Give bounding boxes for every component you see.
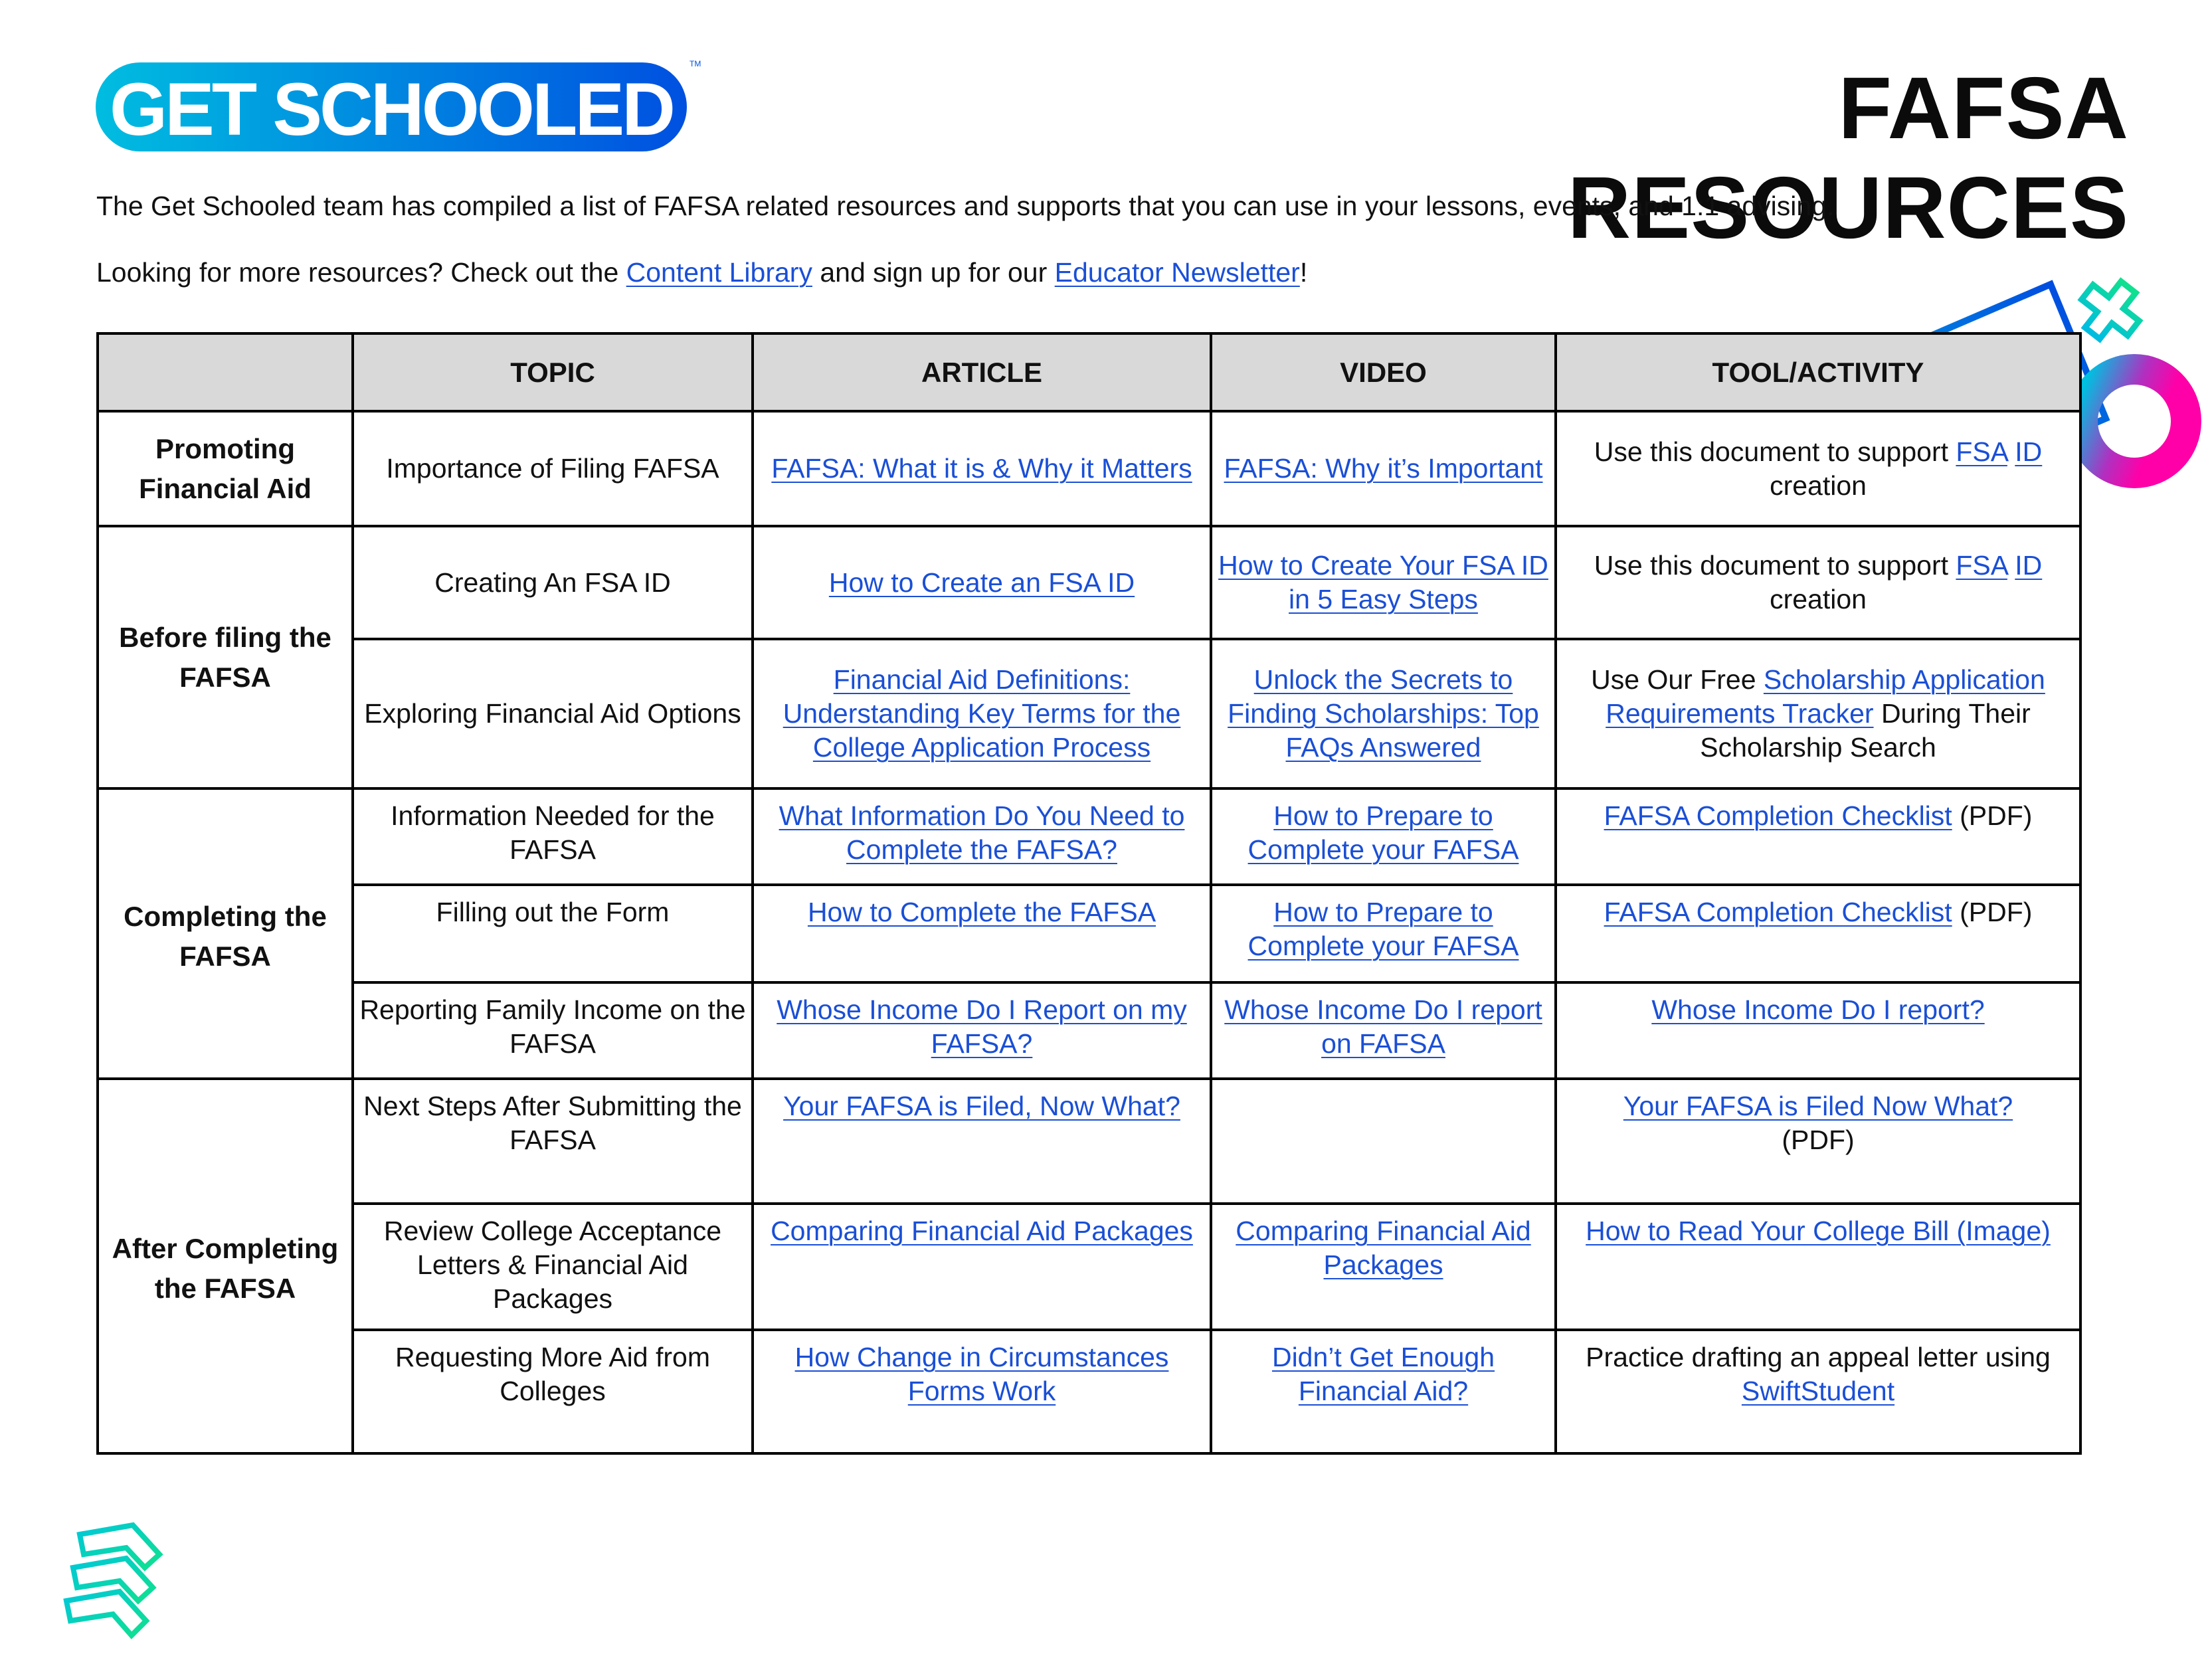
article-cell [753,788,1211,885]
tool-text: Practice drafting an appeal letter using [1586,1342,2051,1372]
topic-cell: Creating An FSA ID [353,526,753,639]
video-link[interactable]: Whose Income Do I report on FAFSA [1224,994,1542,1059]
tool-cell [1556,788,2080,885]
video-link[interactable]: FAFSA: Why it’s Important [1224,453,1543,484]
video-link[interactable]: Comparing Financial Aid Packages [1236,1216,1531,1280]
video-cell [1211,788,1556,885]
table-row [98,982,2080,1079]
tool-link[interactable]: FAFSA Completion Checklist [1604,897,1952,927]
topic-cell: Filling out the Form [353,885,753,982]
article-link[interactable]: Financial Aid Definitions: Understanding Key Terms for the College Application Process [783,664,1181,763]
article-link[interactable]: How to Create an FSA ID [828,567,1135,598]
tool-cell [1556,885,2080,982]
video-cell [1211,885,1556,982]
article-link[interactable]: Comparing Financial Aid Packages [771,1216,1193,1246]
category-cell: Promoting Financial Aid [98,411,353,526]
tool-cell [1556,639,2080,788]
header-category [98,333,353,411]
video-cell [1211,1330,1556,1453]
article-cell [753,526,1211,639]
tool-cell [1556,526,2080,639]
video-link[interactable]: How to Create Your FSA ID in 5 Easy Steps [1218,550,1548,614]
header-article: ARTICLE [753,333,1211,411]
video-link[interactable]: Didn’t Get Enough Financial Aid? [1271,1342,1495,1406]
tool-text: (PDF) [1782,1125,1855,1155]
header-tool-activity: TOOL/ACTIVITY [1556,333,2080,411]
topic-cell: Importance of Filing FAFSA [353,411,753,526]
article-link[interactable]: How to Complete the FAFSA [807,897,1156,927]
article-link[interactable]: What Information Do You Need to Complete the FAFSA? [779,800,1185,865]
category-cell: Before filing the FAFSA [98,526,353,788]
table-header-row [98,333,2080,411]
topic-cell: Exploring Financial Aid Options [353,639,753,788]
tool-link[interactable]: ID [2015,436,2043,467]
category-cell: After Completing the FAFSA [98,1079,353,1453]
intro-text: The Get Schooled team has compiled a list of FAFSA related resources and supports that you can use in your lessons, events, and 1:1 advising. [96,191,1835,221]
tool-link[interactable]: FSA [1956,436,2007,467]
tool-text: Use Our Free [1591,664,1764,695]
table-row [98,1204,2080,1330]
article-cell [753,1079,1211,1204]
article-link[interactable]: Whose Income Do I Report on my FAFSA? [777,994,1187,1059]
category-cell: Completing the FAFSA [98,788,353,1079]
video-cell [1211,639,1556,788]
tool-text: creation [1770,470,1867,501]
tool-cell [1556,411,2080,526]
topic-cell: Information Needed for the FAFSA [353,788,753,885]
article-cell [753,1204,1211,1330]
article-link[interactable]: How Change in Circumstances Forms Work [794,1342,1169,1406]
article-cell [753,411,1211,526]
video-link[interactable]: How to Prepare to Complete your FAFSA [1247,800,1519,865]
tool-text: During Their Scholarship Search [1700,698,2031,763]
table-row [98,526,2080,639]
article-cell [753,982,1211,1079]
tool-text: Use this document to support [1594,550,1956,581]
resources-line-text: Looking for more resources? Check out the [96,257,626,288]
svg-text:GET SCHOOLED: GET SCHOOLED [109,68,674,151]
tool-text: (PDF) [1952,897,2033,927]
table-row [98,1079,2080,1204]
tool-cell [1556,1330,2080,1453]
topic-cell: Review College Acceptance Letters & Financial Aid Packages [353,1204,753,1330]
video-cell [1211,411,1556,526]
tool-text [2007,550,2015,581]
video-cell [1211,982,1556,1079]
video-link[interactable]: How to Prepare to Complete your FAFSA [1247,897,1519,961]
topic-cell: Requesting More Aid from Colleges [353,1330,753,1453]
article-cell [753,639,1211,788]
video-link[interactable]: Unlock the Secrets to Finding Scholarships: Top FAQs Answered [1228,664,1539,763]
tool-link[interactable]: Scholarship Application Requirements Tracker [1606,664,2045,729]
table-row [98,639,2080,788]
tool-cell [1556,1079,2080,1204]
tool-link[interactable]: SwiftStudent [1741,1376,1895,1406]
chevron-arrows-icon [60,1521,193,1647]
topic-cell: Reporting Family Income on the FAFSA [353,982,753,1079]
tool-link[interactable]: FAFSA Completion Checklist [1604,800,1952,831]
table-row [98,411,2080,526]
article-link[interactable]: FAFSA: What it is & Why it Matters [771,453,1192,484]
fafsa-resources-table [96,332,2082,1455]
get-schooled-logo[interactable] [93,57,704,157]
tool-link[interactable]: FSA [1956,550,2007,581]
table-row [98,1330,2080,1453]
header-video: VIDEO [1211,333,1556,411]
tool-text: Use this document to support [1594,436,1956,467]
header-topic: TOPIC [353,333,753,411]
resources-line-text: ! [1299,257,1308,288]
content-library-link[interactable]: Content Library [626,257,812,288]
svg-text:TM: TM [690,59,701,68]
resources-line [96,255,1307,290]
tool-link[interactable]: ID [2015,550,2043,581]
table-row [98,885,2080,982]
tool-link[interactable]: Your FAFSA is Filed Now What? [1623,1091,2013,1121]
topic-cell: Next Steps After Submitting the FAFSA [353,1079,753,1204]
tool-text [2007,436,2015,467]
video-cell [1211,526,1556,639]
resources-line-text: and sign up for our [812,257,1055,288]
video-cell [1211,1204,1556,1330]
page-title: FAFSA RESOURCES [1567,59,2129,256]
article-cell [753,1330,1211,1453]
table-row [98,788,2080,885]
article-link[interactable]: Your FAFSA is Filed, Now What? [783,1091,1180,1121]
tool-cell [1556,982,2080,1079]
tool-text: (PDF) [1952,800,2033,831]
educator-newsletter-link[interactable]: Educator Newsletter [1054,257,1300,288]
tool-link[interactable]: Whose Income Do I report? [1651,994,1985,1025]
tool-cell [1556,1204,2080,1330]
tool-text: creation [1770,584,1867,614]
article-cell [753,885,1211,982]
tool-link[interactable]: How to Read Your College Bill (Image) [1586,1216,2051,1246]
video-cell [1211,1079,1556,1204]
